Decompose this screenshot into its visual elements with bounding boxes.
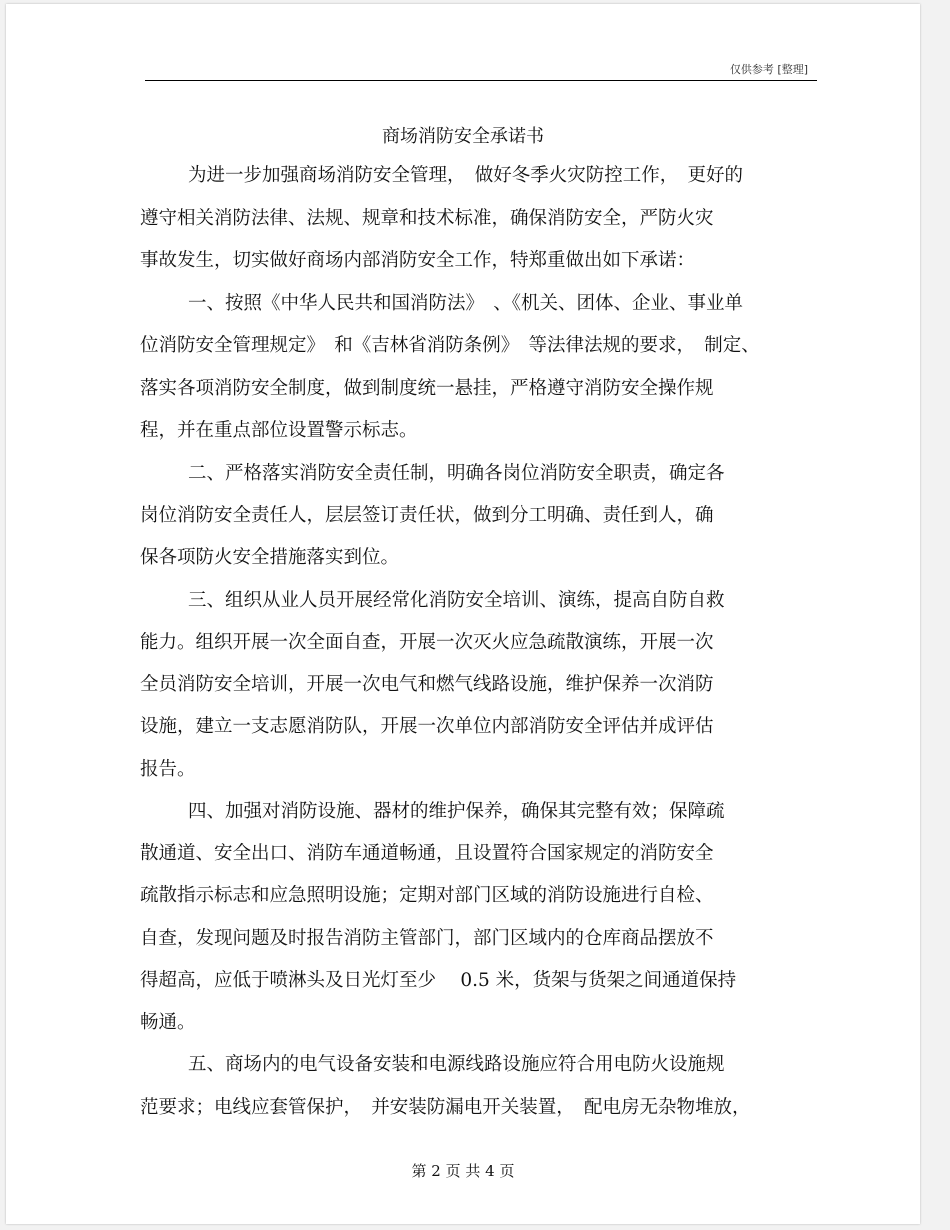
- body-line: 疏散指示标志和应急照明设施；定期对部门区域的消防设施进行自检、: [140, 885, 714, 906]
- body-line: 全员消防安全培训，开展一次电气和燃气线路设施，维护保养一次消防: [140, 674, 714, 695]
- body-line: 遵守相关消防法律、法规、规章和技术标准，确保消防安全，严防火灾: [140, 208, 714, 229]
- document-page: [6, 4, 920, 1224]
- body-line: 四、加强对消防设施、器材的维护保养，确保其完整有效；保障疏: [188, 801, 725, 822]
- body-line: 五、商场内的电气设备安装和电源线路设施应符合用电防火设施规: [188, 1054, 725, 1075]
- body-line: 散通道、安全出口、消防车通道畅通，且设置符合国家规定的消防安全: [140, 843, 714, 864]
- body-line: 二、严格落实消防安全责任制，明确各岗位消防安全职责，确定各: [188, 463, 725, 484]
- body-line: 位消防安全管理规定》 和《吉林省消防条例》 等法律法规的要求， 制定、: [140, 335, 760, 356]
- page-number-footer: 第 2 页 共 4 页: [411, 1162, 515, 1180]
- body-line: 程，并在重点部位设置警示标志。: [140, 420, 418, 441]
- body-line: 三、组织从业人员开展经常化消防安全培训、演练，提高自防自救: [188, 590, 725, 611]
- body-line: 保各项防火安全措施落实到位。: [140, 547, 400, 568]
- body-line: 岗位消防安全责任人，层层签订责任状，做到分工明确、责任到人，确: [140, 505, 714, 526]
- body-line: 得超高，应低于喷淋头及日光灯至少 0.5 米，货架与货架之间通道保持: [140, 970, 737, 991]
- body-line: 设施，建立一支志愿消防队，开展一次单位内部消防安全评估并成评估: [140, 716, 714, 737]
- body-line: 范要求；电线应套管保护， 并安装防漏电开关装置， 配电房无杂物堆放，: [140, 1097, 751, 1118]
- body-line: 自查，发现问题及时报告消防主管部门，部门区域内的仓库商品摆放不: [140, 928, 714, 949]
- header-rule: [145, 80, 817, 81]
- body-line: 事故发生，切实做好商场内部消防安全工作，特郑重做出如下承诺：: [140, 250, 696, 271]
- header-note: 仅供参考 [整理]: [729, 63, 808, 76]
- body-line: 能力。组织开展一次全面自查，开展一次灭火应急疏散演练，开展一次: [140, 632, 714, 653]
- body-line: 畅通。: [140, 1012, 196, 1033]
- body-line: 落实各项消防安全制度，做到制度统一悬挂，严格遵守消防安全操作规: [140, 378, 714, 399]
- document-title: 商场消防安全承诺书: [382, 126, 544, 147]
- body-line: 为进一步加强商场消防安全管理， 做好冬季火灾防控工作， 更好的: [188, 165, 744, 186]
- body-line: 报告。: [140, 759, 196, 780]
- body-line: 一、按照《中华人民共和国消防法》 、《机关、团体、企业、事业单: [188, 293, 744, 314]
